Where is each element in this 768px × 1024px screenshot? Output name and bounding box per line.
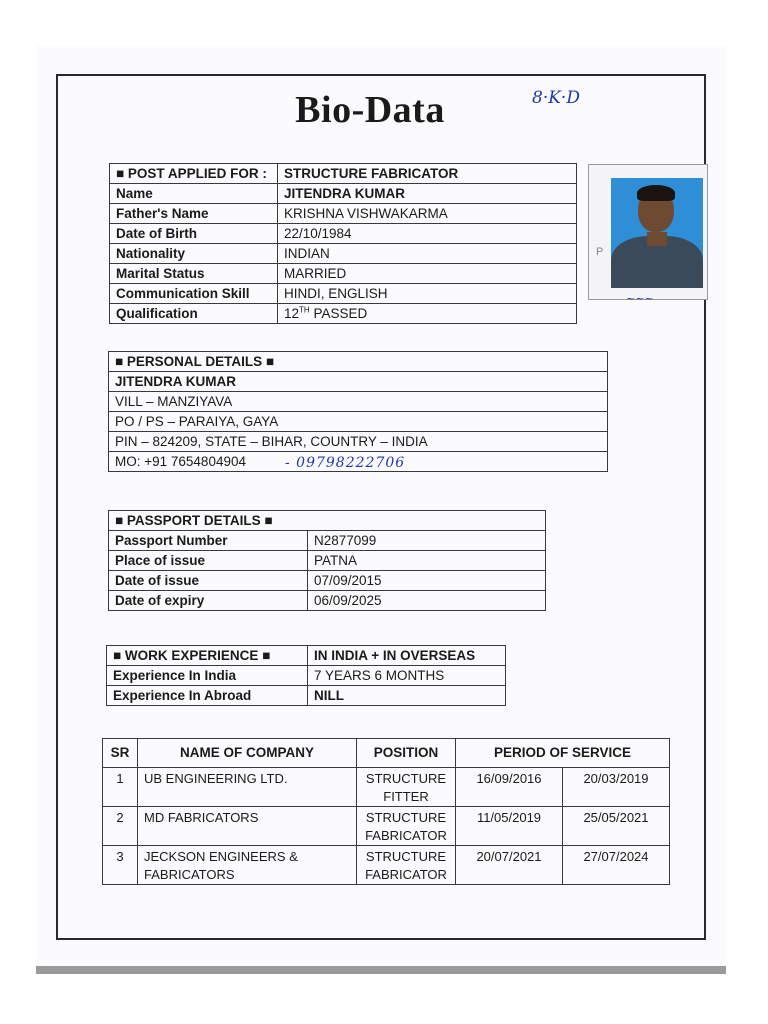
table-row [103, 846, 670, 885]
to-date-cell: 20/03/2019 [563, 768, 670, 807]
table-row [107, 666, 506, 686]
table-row [107, 646, 506, 666]
company-cell: UB ENGINEERING LTD. [138, 768, 357, 807]
mobile-line: MO: +91 7654804904 [109, 452, 608, 472]
date-of-issue-label: Date of issue [109, 571, 308, 591]
table-row [109, 571, 546, 591]
applicant-photo [611, 178, 703, 288]
dob-label: Date of Birth [110, 224, 278, 244]
sr-cell: 2 [103, 807, 138, 846]
table-row [110, 284, 577, 304]
experience-india-label: Experience In India [107, 666, 308, 686]
to-date-cell: 27/07/2024 [563, 846, 670, 885]
table-row [109, 392, 608, 412]
personal-header: ■ PERSONAL DETAILS ■ [109, 352, 608, 372]
work-header-value: IN INDIA + IN OVERSEAS [308, 646, 506, 666]
to-date-cell: 25/05/2021 [563, 807, 670, 846]
qualification-value: 12TH PASSED [278, 304, 577, 324]
personal-name: JITENDRA KUMAR [109, 372, 608, 392]
place-of-issue-label: Place of issue [109, 551, 308, 571]
table-header-row [103, 739, 670, 768]
handwritten-note: 8·K·D [532, 88, 580, 108]
company-cell: JECKSON ENGINEERS & FABRICATORS [138, 846, 357, 885]
from-date-cell: 11/05/2019 [456, 807, 563, 846]
table-row [109, 551, 546, 571]
employment-history-table [102, 738, 670, 885]
post-label: ■ POST APPLIED FOR : [110, 164, 278, 184]
communication-label: Communication Skill [110, 284, 278, 304]
date-of-expiry-label: Date of expiry [109, 591, 308, 611]
handwritten-mobile: - 09798222706 [285, 455, 406, 471]
table-row [110, 244, 577, 264]
table-row [109, 531, 546, 551]
table-row [109, 412, 608, 432]
table-row [103, 768, 670, 807]
sr-cell: 1 [103, 768, 138, 807]
date-of-expiry-value: 06/09/2025 [308, 591, 546, 611]
header-position: POSITION [357, 739, 456, 768]
experience-abroad-label: Experience In Abroad [107, 686, 308, 706]
personal-details-table [108, 351, 608, 472]
experience-abroad-value: NILL [308, 686, 506, 706]
position-cell: STRUCTURE FABRICATOR [357, 807, 456, 846]
table-row [107, 686, 506, 706]
qualification-label: Qualification [110, 304, 278, 324]
scan-shadow [36, 966, 726, 974]
marital-value: MARRIED [278, 264, 577, 284]
table-row [109, 352, 608, 372]
nationality-value: INDIAN [278, 244, 577, 264]
father-value: KRISHNA VISHWAKARMA [278, 204, 577, 224]
father-label: Father's Name [110, 204, 278, 224]
table-row [109, 511, 546, 531]
position-cell: STRUCTURE FABRICATOR [357, 846, 456, 885]
work-experience-table [106, 645, 506, 706]
from-date-cell: 16/09/2016 [456, 768, 563, 807]
from-date-cell: 20/07/2021 [456, 846, 563, 885]
table-row [110, 264, 577, 284]
post-value: STRUCTURE FABRICATOR [278, 164, 577, 184]
passport-number-value: N2877099 [308, 531, 546, 551]
position-cell: STRUCTURE FITTER [357, 768, 456, 807]
basic-info-table [109, 163, 577, 324]
header-company: NAME OF COMPANY [138, 739, 357, 768]
address-line: PIN – 824209, STATE – BIHAR, COUNTRY – INDIA [109, 432, 608, 452]
address-line: PO / PS – PARAIYA, GAYA [109, 412, 608, 432]
table-row [110, 164, 577, 184]
nationality-label: Nationality [110, 244, 278, 264]
passport-number-label: Passport Number [109, 531, 308, 551]
table-row [109, 591, 546, 611]
table-row [110, 204, 577, 224]
passport-details-table [108, 510, 546, 611]
address-line: VILL – MANZIYAVA [109, 392, 608, 412]
name-value: JITENDRA KUMAR [278, 184, 577, 204]
place-of-issue-value: PATNA [308, 551, 546, 571]
marital-label: Marital Status [110, 264, 278, 284]
date-of-issue-value: 07/09/2015 [308, 571, 546, 591]
sr-cell: 3 [103, 846, 138, 885]
table-row [110, 184, 577, 204]
header-sr: SR [103, 739, 138, 768]
dob-value: 22/10/1984 [278, 224, 577, 244]
page-title: Bio-Data [295, 89, 445, 131]
company-cell: MD FABRICATORS [138, 807, 357, 846]
table-row [103, 807, 670, 846]
table-row [109, 432, 608, 452]
name-label: Name [110, 184, 278, 204]
passport-header: ■ PASSPORT DETAILS ■ [109, 511, 546, 531]
photo-placeholder-letter: P [596, 246, 604, 258]
work-header: ■ WORK EXPERIENCE ■ [107, 646, 308, 666]
photo-signature: ~~~ [626, 292, 654, 305]
table-row [110, 304, 577, 324]
experience-india-value: 7 YEARS 6 MONTHS [308, 666, 506, 686]
table-row [110, 224, 577, 244]
header-period: PERIOD OF SERVICE [456, 739, 670, 768]
communication-value: HINDI, ENGLISH [278, 284, 577, 304]
table-row [109, 372, 608, 392]
